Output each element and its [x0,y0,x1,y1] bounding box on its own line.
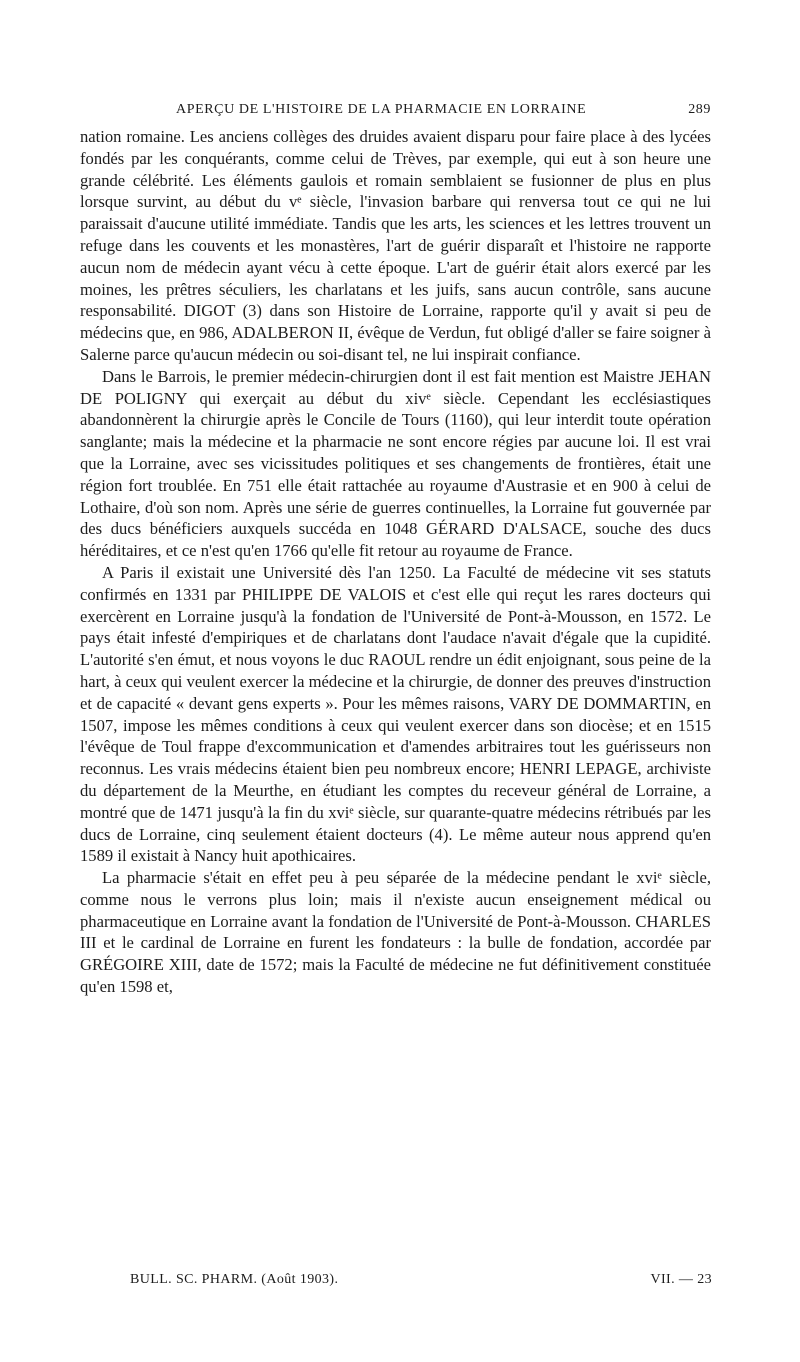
paragraph: A Paris il existait une Université dès l'an 1250. La Faculté de médecine vit ses statuts confirmés en 1331 par PHILIPPE DE VALOIS et c'est elle qui reçut les rares docteurs qui exercèrent en Lorraine jusqu'à la fondation de l'Université de Pont-à-Mousson, en 1572. Le pays était infesté d'empiriques et de charlatans dont l'audace n'avait d'égale que la cupidité. L'autorité s'en émut, et nous voyons le duc RAOUL rendre un édit enjoignant, sous peine de la hart, à ceux qui veulent exercer la médecine et la chirurgie, de donner des preuves d'instruction et de capacité « devant gens experts ». Pour les mêmes raisons, VARY DE DOMMARTIN, en 1507, impose les mêmes conditions à ceux qui veulent exercer dans son diocèse; et en 1515 l'évêque de Toul frappe d'excommunication et d'amendes arbitraires tout les guérisseurs non reconnus. Les vrais médecins étaient bien peu nombreux encore; HENRI LEPAGE, archiviste du département de la Meurthe, en étudiant les comptes du receveur général de Lorraine, a montré que de 1471 jusqu'à la fin du xviᵉ siècle, sur quarante-quatre médecins rétribués par les ducs de Lorraine, cinq seulement étaient docteurs (4). Le même auteur nous apprend qu'en 1589 il existait à Nancy huit apothicaires. [80,562,711,866]
paragraph: nation romaine. Les anciens collèges des druides avaient disparu pour faire place à des lycées fondés par les conquérants, comme celui de Trèves, par exemple, qui eut à son heure une grande célébrité. Les éléments gaulois et romain semblaient se fusionner de plus en plus lorsque survint, au début du vᵉ siècle, l'invasion barbare qui renversa tout ce qui ne lui paraissait d'aucune utilité immédiate. Tandis que les arts, les sciences et les lettres trouvent un refuge dans les couvents et les monastères, l'art de guérir disparaît et l'histoire ne rapporte aucun nom de médecin ayant vécu à cette époque. L'art de guérir était alors exercé par les moines, les prêtres séculiers, les charlatans et les juifs, sans aucun contrôle, sans aucune responsabilité. DIGOT (3) dans son Histoire de Lorraine, rapporte qu'il y avait si peu de médecins que, en 986, ADALBERON II, évêque de Verdun, fut obligé d'aller se faire soigner à Salerne parce qu'aucun médecin ou soi-disant tel, ne lui inspirait confiance. [80,127,711,364]
paragraph: Dans le Barrois, le premier médecin-chirurgien dont il est fait mention est Maistre JEHAN DE POLIGNY qui exerçait au début du xivᵉ siècle. Cependant les ecclésiastiques abandonnèrent la chirurgie après le Concile de Tours (1160), qui leur interdit toute opération sanglante; mais la médecine et la pharmacie ne sont encore régies par aucune loi. Il est vrai que la Lorraine, avec ses vicissitudes politiques et ses changements de frontières, était une région fort troublée. En 751 elle était rattachée au royaume d'Austrasie et en 900 à celui de Lothaire, d'où son nom. Après une série de guerres continuelles, la Lorraine fut gouvernée par des ducs bénéficiers auxquels succéda en 1048 GÉRARD D'ALSACE, souche des ducs héréditaires, et ce n'est qu'en 1766 qu'elle fit retour au royaume de France. [80,366,711,561]
document-page [80,96,711,998]
volume-signature: VII. — 23 [650,1272,712,1287]
running-title: APERÇU DE L'HISTOIRE DE LA PHARMACIE EN LORRAINE [176,102,587,117]
journal-citation: BULL. SC. PHARM. (Août 1903). [130,1272,339,1287]
body-text [80,126,711,998]
paragraph: La pharmacie s'était en effet peu à peu séparée de la médecine pendant le xviᵉ siècle, comme nous le verrons plus loin; mais il n'existe aucun enseignement médical ou pharmaceutique en Lorraine avant la fondation de l'Université de Pont-à-Mousson. CHARLES III et le cardinal de Lorraine en furent les fondateurs : la bulle de fondation, accordée par GRÉGOIRE XIII, date de 1572; mais la Faculté de médecine ne fut définitivement constituée qu'en 1598 et, [80,868,711,997]
page-number: 289 [688,102,711,117]
running-header [80,96,711,124]
